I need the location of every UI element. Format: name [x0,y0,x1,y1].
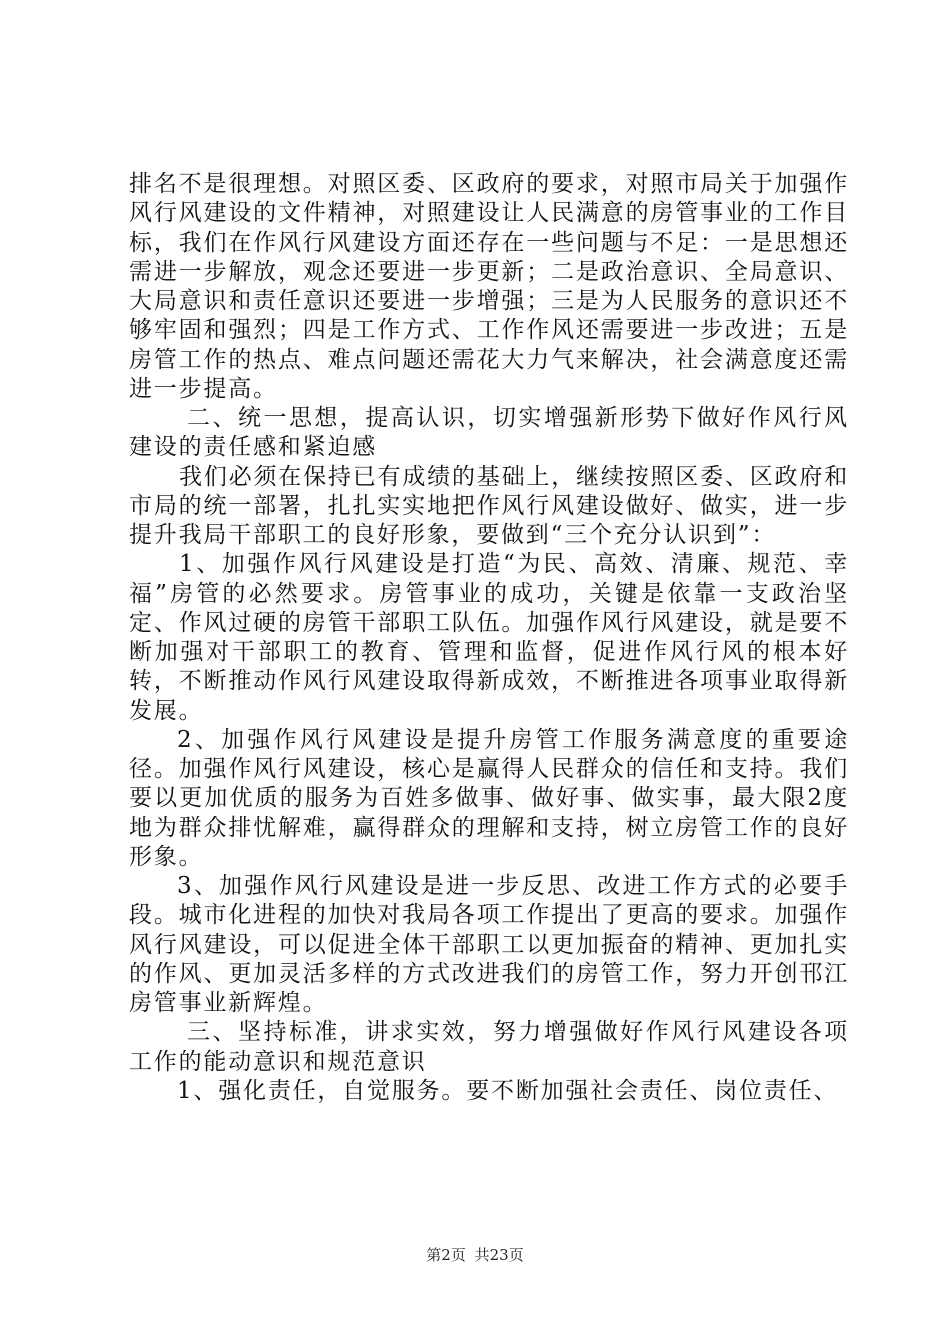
paragraph-point-three: 3、加强作风行风建设是进一步反思、改进工作方式的必要手段。城市化进程的加快对我局各项工作提出了更高的要求。加强作风行风建设，可以促进全体干部职工以更加振奋的精神、更加扎实的作风、更加灵活多样的方式改进我们的房管工作，努力开创邗江房管事业新辉煌。 [129,873,849,1016]
paragraph-point-one: 1、加强作风行风建设是打造“为民、高效、清廉、规范、幸福”房管的必然要求。房管事业的成功，关键是依靠一支政治坚定、作风过硬的房管干部职工队伍。加强作风行风建设，就是要不断加强对干部职工的教育、管理和监督，促进作风行风的根本好转，不断推动作风行风建设取得新成效，不断推进各项事业取得新发展。 [129,551,849,724]
heading-section-three: 三、坚持标准，讲求实效，努力增强做好作风行风建设各项工作的能动意识和规范意识 [129,1019,849,1075]
paragraph-section-two-intro: 我们必须在保持已有成绩的基础上，继续按照区委、区政府和市局的统一部署，扎扎实实地把作风行风建设做好、做实，进一步提升我局干部职工的良好形象，要做到“三个充分认识到”： [129,463,849,548]
paragraph-problems: 排名不是很理想。对照区委、区政府的要求，对照市局关于加强作风行风建设的文件精神，对照建设让人民满意的房管事业的工作目标，我们在作风行风建设方面还存在一些问题与不足：一是思想还需进一步解放，观念还要进一步更新；二是政治意识、全局意识、大局意识和责任意识还要进一步增强；三是为人民服务的意识还不够牢固和强烈；四是工作方式、工作作风还需要进一步改进；五是房管工作的热点、难点问题还需花大力气来解决，社会满意度还需进一步提高。 [129,171,849,402]
document-body [129,170,849,1106]
page-number: 第2页 [426,1246,466,1264]
page-footer [0,1244,950,1265]
paragraph-point-two: 2、加强作风行风建设是提升房管工作服务满意度的重要途径。加强作风行风建设，核心是赢得人民群众的信任和支持。我们要以更加优质的服务为百姓多做事、做好事、做实事，最大限2度地为群众排忧解难，赢得群众的理解和支持，树立房管工作的良好形象。 [129,726,849,870]
paragraph-section-three-item-one: 1、强化责任，自觉服务。要不断加强社会责任、岗位责任、 [177,1077,839,1104]
heading-section-two: 二、统一思想，提高认识，切实增强新形势下做好作风行风建设的责任感和紧迫感 [129,405,849,461]
page-total: 共23页 [474,1246,524,1264]
